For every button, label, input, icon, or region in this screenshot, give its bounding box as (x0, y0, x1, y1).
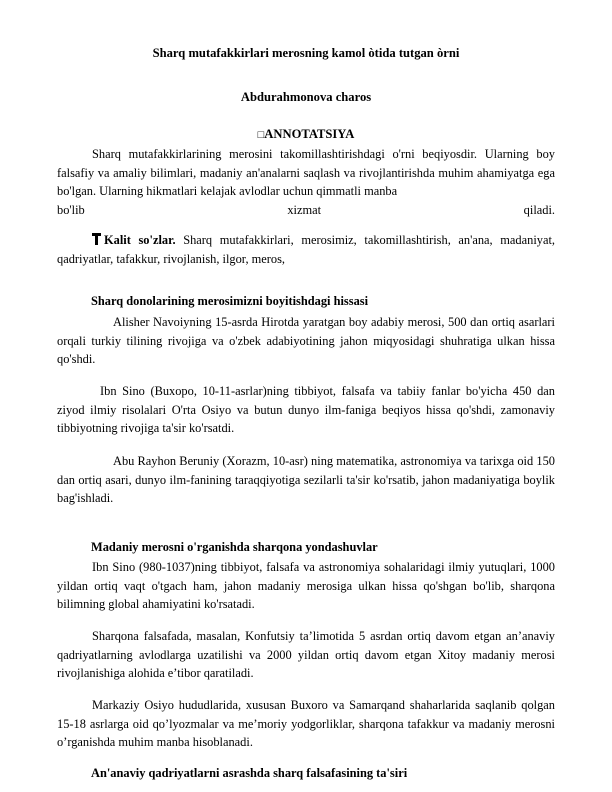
keywords-paragraph (57, 231, 555, 268)
keywords-text: Sharq mutafakkirlari, merosimiz, takomillashtirish, an'ana, madaniyat, qadriyatlar, tafakkur, rivojlanish, ilgor, meros, (57, 233, 555, 266)
paragraph-navoiy: Alisher Navoiyning 15-asrda Hirotda yaratgan boy adabiy merosi, 500 dan ortiq asarlari orqali turkiy tilining rivojiga va o'zbek adabiyotining jahon miqyosidagi shuhratiga ulkan hissa qo'shdi. (57, 315, 555, 367)
annotation-paragraph-last-line: bo'lib xizmat qiladi. (57, 202, 555, 217)
section-heading-contribution: Sharq donolarining merosimizni boyitishdagi hissasi (91, 294, 369, 308)
section-paragraph (57, 382, 555, 438)
section-paragraph (57, 627, 555, 683)
paragraph-ibn-sino: Ibn Sino (Buxopo, 10-11-asrlar)ning tibbiyot, falsafa va tabiiy fanlar bo'yicha 450 dan ziyod ilmiy risolalari O'rta Osiyo va butun dunyo ilm-faniga beqiyos hissa qo'shdi, zamonaviy tibbiyotning rivojiga ta'sir ko'rsatdi. (57, 384, 555, 436)
key-icon (92, 233, 101, 245)
author-name: Abdurahmonova charos (240, 90, 372, 104)
annotation-paragraph: Sharq mutafakkirlarining merosini takomillashtirishdagi o'rni beqiyosdir. Ularning boy falsafiy va amaliy bilimlari, madaniy an'analarni saqlash va rivojlantirishda muhim ahamiyatga ega bo'lgan. Ularning hikmatlari kelajak avlodlar uchun qimmatli manba (57, 147, 555, 199)
section-paragraph (57, 313, 555, 369)
section-heading-traditional-values: An'anaviy qadriyatlarni asrashda sharq falsafasining ta'siri (91, 766, 408, 780)
section-paragraph (57, 558, 555, 614)
paragraph-confucius: Sharqona falsafada, masalan, Konfutsiy ta’limotida 5 asrdan ortiq davom etgan an’anaviy qadriyatlarning avlodlarga uzatilishi va 2000 yildan ortiq davom etgan Xitoy madaniy merosi rivojlanishiga alohida e’tibor qaratiladi. (57, 629, 555, 681)
paragraph-central-asia: Markaziy Osiyo hududlarida, xususan Buxoro va Samarqand shaharlarida saqlanib qolgan 15-18 asrlarga oid qo’lyozmalar va me’moriy yodgorliklar, sharqona tafakkur va madaniy merosni o’rganishda muhim manba hisoblanadi. (57, 698, 555, 750)
annotation-heading (0, 127, 612, 142)
document-title: Sharq mutafakkirlari merosning kamol òtida tutgan òrni (152, 46, 460, 60)
annotation-body (57, 145, 555, 219)
paragraph-beruniy: Abu Rayhon Beruniy (Xorazm, 10-asr) ning matematika, astronomiya va tarixga oid 150 dan ortiq asari, dunyo ilm-fanining taraqqiyotiga sezilarli ta'sir ko'rsatib, jahon madaniyatiga boylik bag'ishladi. (57, 454, 555, 506)
section-paragraph (57, 696, 555, 752)
annotation-heading-text: ANNOTATSIYA (264, 127, 355, 141)
section-paragraph (57, 452, 555, 508)
keywords-label: Kalit so'zlar. (104, 233, 176, 247)
section-heading-eastern-approaches: Madaniy merosni o'rganishda sharqona yondashuvlar (91, 540, 378, 554)
checkbox-glyph-icon: □ (257, 129, 265, 141)
paragraph-ibn-sino-heritage: Ibn Sino (980-1037)ning tibbiyot, falsafa va astronomiya sohalaridagi ilmiy yutuqlari, 1000 yildan ortiq vaqt o'tgach ham, jahon madaniy merosiga ulkan hissa qo'shgan bo'lib, sharqona bilimning global ahamiyatini ko'rsatadi. (57, 560, 555, 612)
